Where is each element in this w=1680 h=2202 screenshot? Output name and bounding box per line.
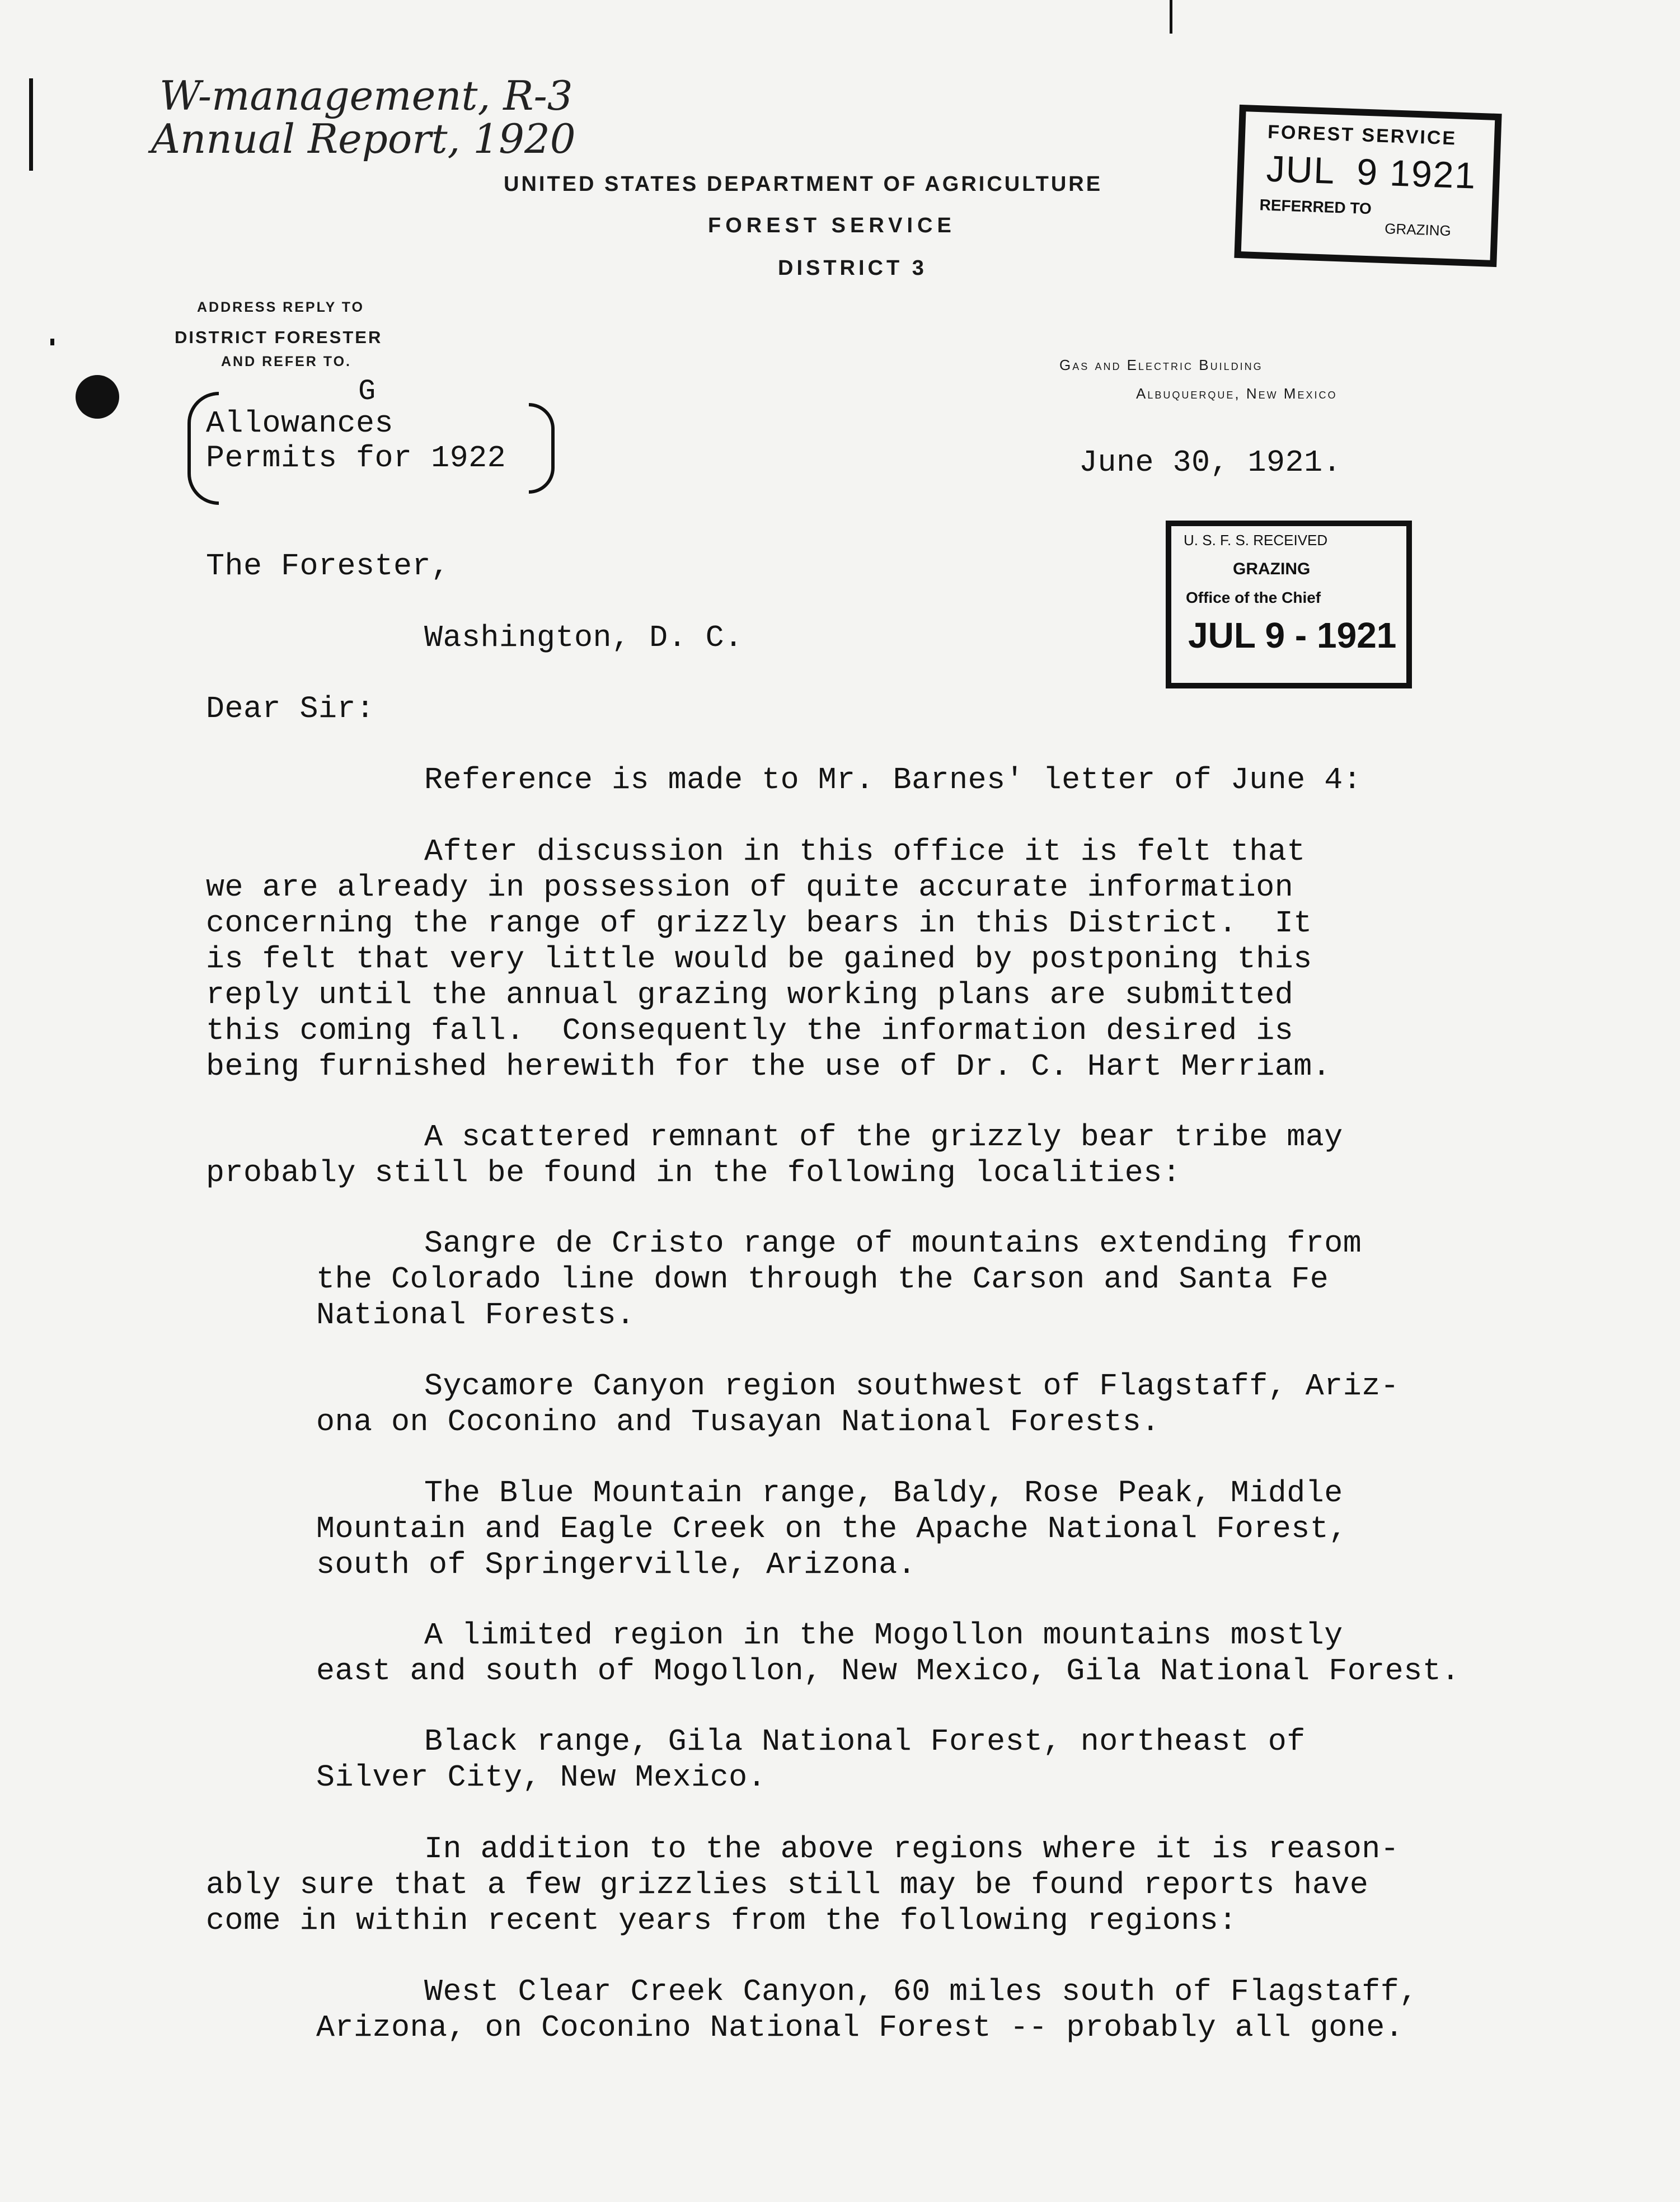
body-line: Arizona, on Coconino National Forest -- probably all gone. bbox=[316, 2010, 1404, 2045]
refer-line-2: Permits for 1922 bbox=[206, 441, 506, 476]
body-line: is felt that very little would be gained by postponing this bbox=[206, 941, 1312, 977]
body-line: being furnished herewith for the use of Dr. C. Hart Merriam. bbox=[206, 1049, 1331, 1084]
body-line: concerning the range of grizzly bears in this District. It bbox=[206, 906, 1312, 941]
body-line: The Blue Mountain range, Baldy, Rose Peak, Middle bbox=[424, 1475, 1343, 1511]
forest-service-stamp bbox=[1234, 105, 1501, 267]
body-line: come in within recent years from the following regions: bbox=[206, 1903, 1237, 1938]
body-line: In addition to the above regions where it is reason- bbox=[424, 1831, 1400, 1867]
margin-line bbox=[29, 78, 33, 171]
body-line: Sycamore Canyon region southwest of Flagstaff, Ariz- bbox=[424, 1369, 1400, 1404]
body-line: A scattered remnant of the grizzly bear tribe may bbox=[424, 1119, 1343, 1155]
stamp-rec-line2: GRAZING bbox=[1233, 560, 1311, 578]
address-reply-1: ADDRESS REPLY TO bbox=[197, 299, 365, 315]
body-line: Mountain and Eagle Creek on the Apache National Forest, bbox=[316, 1511, 1348, 1547]
letterhead-department: UNITED STATES DEPARTMENT OF AGRICULTURE bbox=[504, 172, 1103, 196]
letterhead-building: Gas and Electric Building bbox=[1059, 357, 1263, 373]
body-line: After discussion in this office it is felt that bbox=[424, 834, 1306, 869]
letterhead-service: FOREST SERVICE bbox=[708, 214, 956, 237]
salutation: Dear Sir: bbox=[206, 691, 375, 727]
stamp-rec-date: JUL 9 - 1921 bbox=[1188, 615, 1397, 655]
address-reply-2: DISTRICT FORESTER bbox=[175, 327, 383, 347]
stamp-fs-line4: GRAZING bbox=[1384, 220, 1452, 240]
refer-code: G bbox=[358, 375, 376, 408]
body-line: West Clear Creek Canyon, 60 miles south of Flagstaff, bbox=[424, 1974, 1418, 2009]
body-line: Black range, Gila National Forest, northeast of bbox=[424, 1724, 1306, 1759]
top-tick bbox=[1170, 0, 1172, 34]
body-line: National Forests. bbox=[316, 1297, 635, 1333]
body-line: we are already in possession of quite accurate information bbox=[206, 870, 1294, 905]
body-line: ona on Coconino and Tusayan National Forests. bbox=[316, 1404, 1160, 1440]
body-line: ably sure that a few grizzlies still may be found reports have bbox=[206, 1867, 1369, 1903]
punch-hole bbox=[76, 375, 119, 419]
refer-bracket-right bbox=[529, 403, 555, 494]
body-line: the Colorado line down through the Carson and Santa Fe bbox=[316, 1262, 1329, 1297]
address-reply-3: AND REFER TO. bbox=[221, 354, 351, 369]
body-line: probably still be found in the following localities: bbox=[206, 1155, 1181, 1191]
handwritten-line-2: Annual Report, 1920 bbox=[151, 115, 576, 162]
margin-tick bbox=[50, 339, 54, 345]
body-line: A limited region in the Mogollon mountains mostly bbox=[424, 1618, 1343, 1653]
letterhead-district: DISTRICT 3 bbox=[778, 256, 927, 280]
stamp-rec-line1: U. S. F. S. RECEIVED bbox=[1184, 532, 1328, 549]
letterhead-city: Albuquerque, New Mexico bbox=[1136, 385, 1338, 402]
body-line: reply until the annual grazing working plans are submitted bbox=[206, 977, 1294, 1013]
addressee-line-2: Washington, D. C. bbox=[424, 620, 743, 655]
body-line: Sangre de Cristo range of mountains extending from bbox=[424, 1226, 1362, 1261]
handwritten-line-1: W-management, R-3 bbox=[159, 72, 573, 119]
body-line: south of Springerville, Arizona. bbox=[316, 1547, 917, 1582]
body-line: this coming fall. Consequently the information desired is bbox=[206, 1013, 1294, 1048]
body-line: Reference is made to Mr. Barnes' letter of June 4: bbox=[424, 762, 1362, 798]
stamp-fs-line1: FOREST SERVICE bbox=[1267, 121, 1457, 149]
letter-date: June 30, 1921. bbox=[1079, 445, 1342, 480]
body-line: Silver City, New Mexico. bbox=[316, 1760, 767, 1795]
stamp-fs-line3: REFERRED TO bbox=[1259, 196, 1372, 218]
body-line: east and south of Mogollon, New Mexico, Gila National Forest. bbox=[316, 1653, 1460, 1689]
addressee-line-1: The Forester, bbox=[206, 549, 450, 584]
stamp-rec-line3: Office of the Chief bbox=[1186, 589, 1321, 606]
refer-line-1: Allowances bbox=[206, 406, 394, 441]
received-stamp bbox=[1166, 521, 1412, 688]
stamp-fs-date: JUL 9 1921 bbox=[1265, 147, 1477, 196]
